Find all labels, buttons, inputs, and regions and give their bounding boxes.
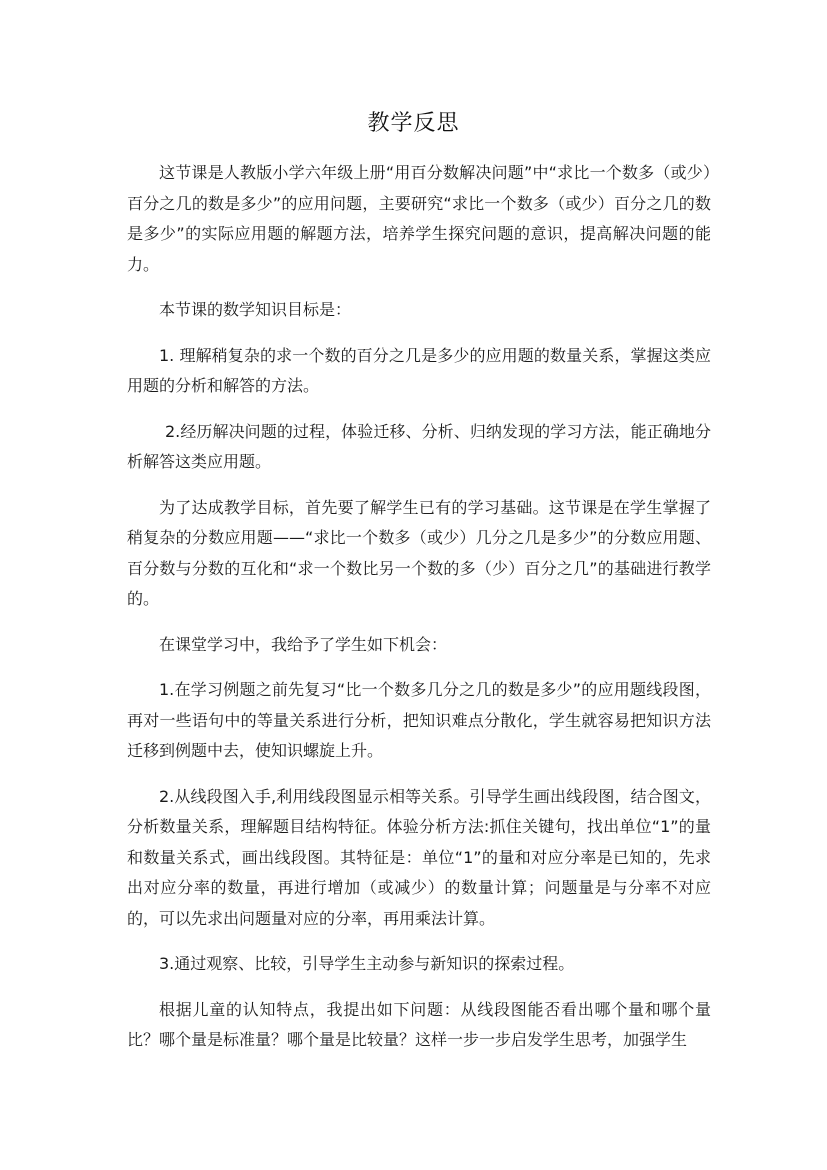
paragraph-goals-heading: 本节课的数学知识目标是： — [159, 300, 352, 319]
paragraph-item-2: 2.从线段图入手,利用线段图显示相等关系。引导学生画出线段图，结合图文，分析数量关系，理解题目结构特征。体验分析方法:抓住关键句，找出单位“1”的量和数量关系式，画出线段图。其特征是：单位“1”的量和对应分率是已知的，先求出对应分率的数量，再进行增加（或减少）的数量计算；问题量是与分率不对应的，可以先求出问题量对应的分率，再用乘法计算。 — [127, 786, 711, 928]
document-body — [127, 158, 711, 1071]
paragraph-item-1: 1.在学习例题之前先复习“比一个数多几分之几的数是多少”的应用题线段图，再对一些语句中的等量关系进行分析，把知识难点分散化，学生就容易把知识方法迁移到例题中去，使知识螺旋上升。 — [127, 680, 711, 760]
paragraph-opportunities: 在课堂学习中，我给予了学生如下机会： — [159, 634, 448, 654]
paragraph-questions: 根据儿童的认知特点，我提出如下问题：从线段图能否看出哪个量和哪个量比？哪个量是标准量？哪个量是比较量？这样一步一步启发学生思考，加强学生 — [127, 999, 711, 1049]
paragraph-goal-1: 1. 理解稍复杂的求一个数的百分之几是多少的应用题的数量关系，掌握这类应用题的分析和解答的方法。 — [127, 345, 711, 395]
paragraph-intro: 这节课是人教版小学六年级上册“用百分数解决问题”中“求比一个数多（或少）百分之几的数是多少”的应用问题，主要研究“求比一个数多（或少）百分之几的数是多少”的实际应用题的解题方法，培养学生探究问题的意识，提高解决问题的能力。 — [127, 163, 711, 274]
paragraph-item-3: 3.通过观察、比较，引导学生主动参与新知识的探索过程。 — [159, 954, 575, 973]
document-title: 教学反思 — [367, 111, 460, 136]
paragraph-goal-2: 2.经历解决问题的过程，体验迁移、分析、归纳发现的学习方法，能正确地分析解答这类应用题。 — [127, 421, 711, 471]
paragraph-foundation: 为了达成教学目标，首先要了解学生已有的学习基础。这节课是在学生掌握了稍复杂的分数应用题——“求比一个数多（或少）几分之几是多少”的分数应用题、百分数与分数的互化和“求一个数比另一个数的多（少）百分之几”的基础进行教学的。 — [127, 497, 711, 608]
